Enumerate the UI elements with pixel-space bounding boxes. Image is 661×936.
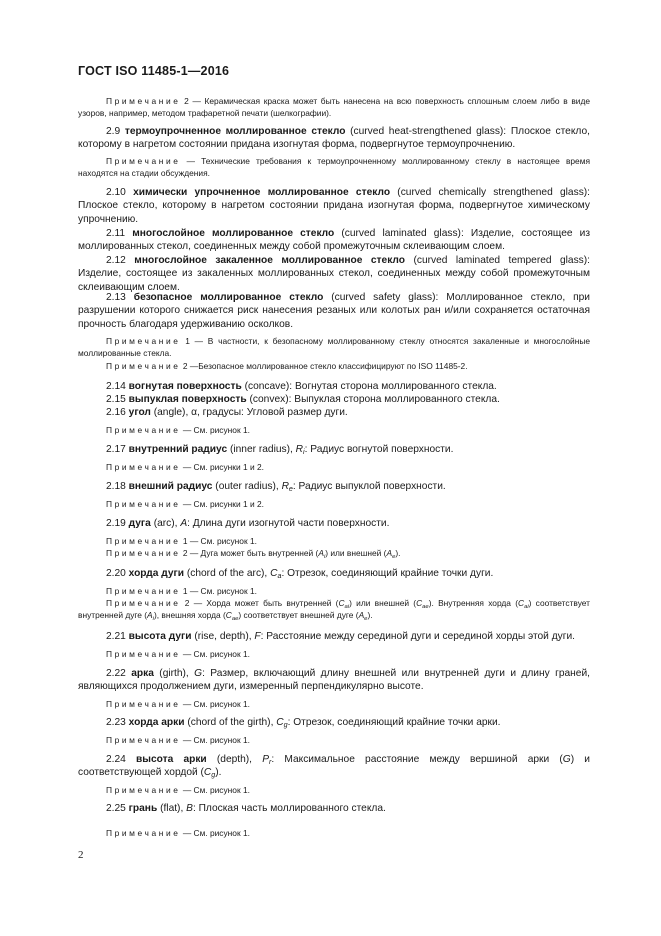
note-2-22: Примечание — См. рисунок 1. [106, 699, 250, 709]
term-2-11: 2.11 многослойное моллированное стекло (curved laminated glass): Изделие, состоящее из моллированных стекол, соединенных между собой промежуточным склеивающим слоем. [78, 228, 591, 253]
document-header: ГОСТ ISO 11485-1—2016 [78, 64, 230, 78]
note-heat-strengthened: Примечание — Технические требования к термоупрочненному моллированному стеклу в настоящее время находятся на стадии обсуждения. [78, 156, 591, 178]
note-2-16: Примечание — См. рисунок 1. [106, 425, 250, 435]
note-2-23: Примечание — См. рисунок 1. [106, 735, 250, 745]
note-2-19-2: Примечание 2 — Дуга может быть внутренней $(A_i)$ или внешней $(A_e)$. [106, 548, 401, 560]
term-2-22: 2.22 арка (girth), G: Размер, включающий длину внешней или внутренней дуги и длину граней, являющихся продолжением дуги, измеренный перпендикулярно высоте. [78, 668, 590, 693]
term-2-25: 2.25 грань (flat), B: Плоская часть моллированного стекла. [106, 803, 386, 814]
note-2-18: Примечание — См. рисунки 1 и 2. [106, 499, 264, 509]
term-2-17: 2.17 внутренний радиус (inner radius), $R_i$: Радиус вогнутой поверхности. [106, 444, 454, 456]
term-2-12: 2.12 многослойное закаленное моллированное стекло (curved laminated tempered glass): Изделие, состоящее из закаленных моллированных стекол, соединенных между собой промежуточным склеивающим слоем. [78, 255, 590, 293]
page-number: 2 [78, 849, 84, 861]
term-2-16: 2.16 угол (angle), α, градусы: Угловой размер дуги. [106, 407, 348, 418]
note-2-24: Примечание — См. рисунок 1. [106, 785, 250, 795]
note-2-25: Примечание — См. рисунок 1. [106, 828, 250, 838]
term-2-14: 2.14 вогнутая поверхность (concave): Вогнутая сторона моллированного стекла. [106, 381, 497, 392]
term-2-21: 2.21 высота дуги (rise, depth), F: Расстояние между серединой дуги и серединой хорды этой дуги. [106, 631, 575, 642]
note-2-19-1: Примечание 1 — См. рисунок 1. [106, 536, 257, 546]
note-2-21: Примечание — См. рисунок 1. [106, 649, 250, 659]
note-safety-glass-2: Примечание 2 —Безопасное моллированное стекло классифицируют по ISO 11485-2. [106, 361, 468, 371]
note-2-20-2: Примечание 2 — Хорда может быть внутренней $(C_{ai})$ или внешней $(C_{ae})$. Внутренняя хорда $(C_{ai})$ соответствует внутренней дуге $(A_i)$, внешняя хорда $(C_{ae})$ соответствует внешней дуге $(A_e)$. [78, 598, 591, 622]
term-2-19: 2.19 дуга (arc), A: Длина дуги изогнутой части поверхности. [106, 518, 390, 529]
term-2-15: 2.15 выпуклая поверхность (convex): Выпуклая сторона моллированного стекла. [106, 394, 500, 405]
term-2-24: 2.24 высота арки (depth), $P_r$: Максимальное расстояние между вершиной арки (G) и соответствующей хордой $(C_g)$. [78, 754, 590, 780]
term-2-10: 2.10 химически упрочненное моллированное стекло (curved chemically strengthened glass): Плоское стекло, которому в нагретом состоянии придана изогнутая форма, подвергнутое химическому упрочнению. [78, 187, 591, 225]
term-2-20: 2.20 хорда дуги (chord of the arc), $C_a$: Отрезок, соединяющий крайние точки дуги. [106, 568, 494, 580]
note-ceramic-paint: Примечание 2 — Керамическая краска может быть нанесена на всю поверхность сплошным слоем либо в виде узоров, например, методом трафаретной печати (шелкографии). [78, 96, 590, 118]
term-2-18: 2.18 внешний радиус (outer radius), $R_e$: Радиус выпуклой поверхности. [106, 481, 446, 493]
term-2-13: 2.13 безопасное моллированное стекло (curved safety glass): Моллированное стекло, при разрушении которого снижается риск нанесения резаных или колотых ран и/или сохраняется остаточная прочность благодаря удерживанию осколков. [78, 292, 590, 330]
note-2-17: Примечание — См. рисунки 1 и 2. [106, 462, 264, 472]
term-2-9: 2.9 термоупрочненное моллированное стекло (curved heat-strengthened glass): Плоское стекло, которому в нагретом состоянии придана изогнутая форма, подвергнутое термоупрочнению. [78, 126, 590, 151]
term-2-23: 2.23 хорда арки (chord of the girth), $C_g$: Отрезок, соединяющий крайние точки арки. [106, 717, 501, 729]
note-2-20-1: Примечание 1 — См. рисунок 1. [106, 586, 257, 596]
note-safety-glass-1: Примечание 1 — В частности, к безопасному моллированному стеклу относятся закаленные и многослойные моллированные стекла. [78, 336, 591, 358]
